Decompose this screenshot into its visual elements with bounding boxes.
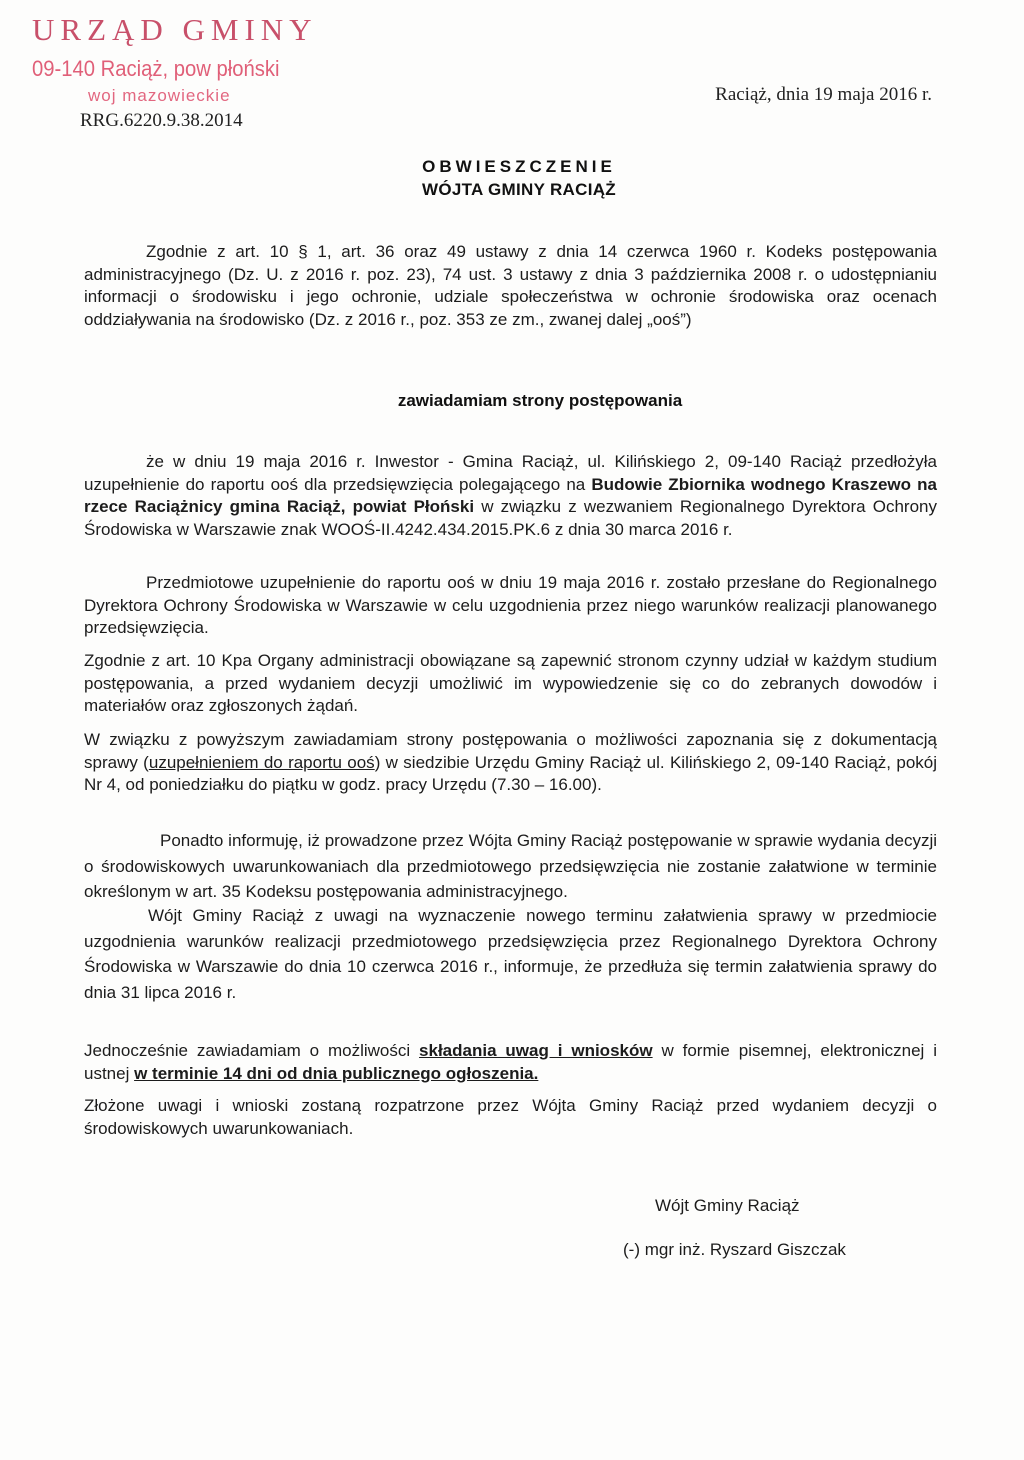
paragraph-comments-text-2: w formie pisemnej, elektronicznej i ustnej [84, 1041, 937, 1083]
paragraph-comments-text-1: Jednocześnie zawiadamiam o możliwości [84, 1041, 420, 1060]
document-subtitle: WÓJTA GMINY RACIĄŻ [422, 180, 616, 199]
document-title: OBWIESZCZENIE [422, 157, 616, 176]
signatory-title: Wójt Gminy Raciąż [655, 1196, 800, 1215]
paragraph-legal-basis: Zgodnie z art. 10 § 1, art. 36 oraz 49 ustawy z dnia 14 czerwca 1960 r. Kodeks postępowania administracyjnego (Dz. U. z 2016 r. poz. 23), 74 ust. 3 ustawy z dnia 3 października 2008 r. o udostępnianiu informacji o środowisku i jego ochronie, udziale społeczeństwa w ochronie środowiska oraz ocenach oddziaływania na środowisko (Dz. z 2016 r., poz. 353 ze zm., zwanej dalej „ooś”) [84, 242, 937, 329]
paragraph-documentation-text-2: ) w siedzibie Urzędu Gminy Raciąż ul. Kilińskiego 2, 09-140 Raciąż, pokój Nr 4, od poniedziałku do piątku w godz. pracy Urzędu (7.30 – 16.00). [84, 752, 938, 795]
signatory-name: (-) mgr inż. Ryszard Giszczak [623, 1240, 846, 1259]
paragraph-submission-text-2: w związku z wezwaniem Regionalnego Dyrektora Ochrony Środowiska w Warszawie znak WOOŚ-II.4242.434.2015.PK.6 z dnia 30 marca 2016 r. [84, 497, 937, 539]
place-and-date: Raciąż, dnia 19 maja 2016 r. [715, 84, 932, 105]
paragraph-submission [84, 451, 937, 541]
paragraph-documentation [84, 729, 937, 797]
office-stamp-line-3: woj mazowieckie [88, 86, 231, 105]
project-name: Budowie Zbiornika wodnego Kraszewo na rzece Raciążnicy gmina Raciąż, powiat Płoński [84, 474, 937, 517]
paragraph-kpa: Zgodnie z art. 10 Kpa Organy administracji obowiązane są zapewnić stronom czynny udział w każdym studium postępowania, a przed wydaniem decyzji umożliwić im wypowiedzenie się co do zebranych dowodów i materiałów oraz zgłoszonych żądań. [84, 651, 937, 716]
paragraph-comments [84, 1040, 937, 1085]
paragraph-delay: Ponadto informuję, iż prowadzone przez Wójta Gminy Raciąż postępowanie w sprawie wydania decyzji o środowiskowych uwarunkowaniach dla przedmiotowego przedsięwzięcia nie zostanie załatwione w terminie określonym w art. 35 Kodeksu postępowania administracyjnego. [84, 831, 937, 901]
paragraph-extension: Wójt Gminy Raciąż z uwagi na wyznaczenie nowego terminu załatwienia sprawy w przedmiocie uzgodnienia warunków realizacji przedmiotowego przedsięwzięcia przez Regionalnego Dyrektora Ochrony Środowiska w Warszawie do dnia 10 czerwca 2016 r., informuje, że przedłuża się termin załatwienia sprawy do dnia 31 lipca 2016 r. [84, 906, 937, 1002]
deadline-emphasis: w terminie 14 dni od dnia publicznego ogłoszenia. [134, 1063, 539, 1083]
paragraph-forwarding: Przedmiotowe uzupełnienie do raportu ooś w dniu 19 maja 2016 r. zostało przesłane do Regionalnego Dyrektora Ochrony Środowiska w Warszawie w celu uzgodnienia przez niego warunków realizacji planowanego przedsięwzięcia. [84, 573, 937, 638]
paragraph-documentation-text-1: W związku z powyższym zawiadamiam strony postępowania o możliwości zapoznania się z dokumentacją sprawy ( [84, 730, 937, 772]
comments-emphasis: składania uwag i wniosków [419, 1041, 653, 1060]
paragraph-consideration: Złożone uwagi i wnioski zostaną rozpatrzone przez Wójta Gminy Raciąż przed wydaniem decyzji o środowiskowych uwarunkowaniach. [84, 1096, 937, 1138]
reference-number: RRG.6220.9.38.2014 [80, 110, 243, 131]
paragraph-submission-text-1: że w dniu 19 maja 2016 r. Inwestor - Gmina Raciąż, ul. Kilińskiego 2, 09-140 Raciąż przedłożyła uzupełnienie do raportu ooś dla przedsięwzięcia polegającego na [84, 452, 937, 494]
notice-heading: zawiadamiam strony postępowania [397, 391, 683, 410]
office-stamp-line-1: URZĄD GMINY [32, 12, 318, 47]
documentation-scope: uzupełnieniem do raportu ooś [148, 752, 375, 772]
office-stamp-line-2: 09-140 Raciąż, pow płoński [32, 56, 280, 81]
